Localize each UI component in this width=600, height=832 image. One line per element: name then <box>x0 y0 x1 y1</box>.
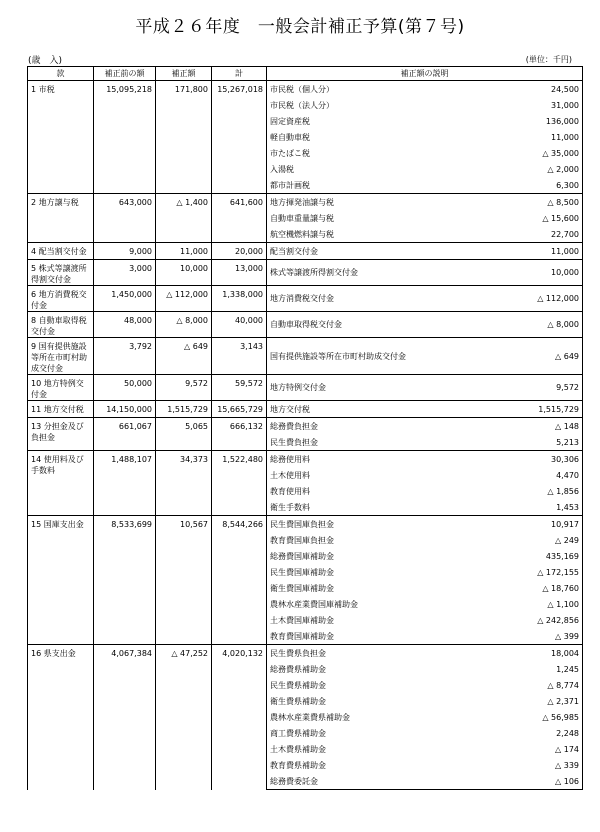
detail-amount-cell: △ 18,760 <box>437 580 583 596</box>
total-amount-cell: 666,132 <box>212 418 267 451</box>
table-row <box>28 401 583 418</box>
before-amount-cell: 15,095,218 <box>94 81 156 194</box>
header-item: 款 <box>28 67 94 81</box>
detail-amount-cell: △ 106 <box>437 773 583 790</box>
before-amount-cell: 3,000 <box>94 260 156 286</box>
detail-amount-cell: 4,470 <box>437 467 583 483</box>
item-cell: 10 地方特例交付金 <box>28 375 94 401</box>
total-amount-cell: 40,000 <box>212 312 267 338</box>
detail-amount-cell: 11,000 <box>437 243 583 260</box>
detail-name-cell: 国有提供施設等所在市町村助成交付金 <box>267 338 437 375</box>
total-amount-cell: 1,522,480 <box>212 451 267 516</box>
detail-name-cell: 総務費委託金 <box>267 773 437 790</box>
table-row <box>28 516 583 533</box>
detail-name-cell: 地方特例交付金 <box>267 375 437 401</box>
detail-name-cell: 市たばこ税 <box>267 145 437 161</box>
detail-amount-cell: 22,700 <box>437 226 583 243</box>
table-header-row <box>28 67 583 81</box>
detail-amount-cell: 2,248 <box>437 725 583 741</box>
detail-amount-cell: 10,917 <box>437 516 583 533</box>
change-amount-cell: △ 1,400 <box>156 194 212 243</box>
detail-name-cell: 民生費県補助金 <box>267 677 437 693</box>
detail-name-cell: 総務費県補助金 <box>267 661 437 677</box>
table-row <box>28 194 583 211</box>
total-amount-cell: 20,000 <box>212 243 267 260</box>
table-row <box>28 451 583 468</box>
detail-amount-cell: △ 649 <box>437 338 583 375</box>
detail-name-cell: 航空機燃料譲与税 <box>267 226 437 243</box>
document-title: 平成２６年度 一般会計補正予算(第７号) <box>135 17 465 37</box>
table-row <box>28 81 583 98</box>
total-amount-cell: 59,572 <box>212 375 267 401</box>
change-amount-cell: 9,572 <box>156 375 212 401</box>
detail-amount-cell: 1,515,729 <box>437 401 583 418</box>
detail-name-cell: 衛生手数料 <box>267 499 437 516</box>
before-amount-cell: 9,000 <box>94 243 156 260</box>
detail-name-cell: 総務使用料 <box>267 451 437 468</box>
detail-name-cell: 軽自動車税 <box>267 129 437 145</box>
header-before: 補正前の額 <box>94 67 156 81</box>
detail-name-cell: 衛生費国庫補助金 <box>267 580 437 596</box>
detail-name-cell: 株式等譲渡所得割交付金 <box>267 260 437 286</box>
detail-name-cell: 商工費県補助金 <box>267 725 437 741</box>
detail-amount-cell: △ 2,371 <box>437 693 583 709</box>
unit-label: (単位：千円) <box>525 55 572 64</box>
detail-name-cell: 入湯税 <box>267 161 437 177</box>
before-amount-cell: 8,533,699 <box>94 516 156 645</box>
detail-name-cell: 配当割交付金 <box>267 243 437 260</box>
detail-amount-cell: △ 8,500 <box>437 194 583 211</box>
detail-amount-cell: △ 56,985 <box>437 709 583 725</box>
change-amount-cell: 10,567 <box>156 516 212 645</box>
detail-amount-cell: △ 35,000 <box>437 145 583 161</box>
table-body <box>28 81 583 790</box>
total-amount-cell: 4,020,132 <box>212 645 267 790</box>
total-amount-cell: 13,000 <box>212 260 267 286</box>
detail-amount-cell: 435,169 <box>437 548 583 564</box>
item-cell: 13 分担金及び負担金 <box>28 418 94 451</box>
detail-amount-cell: △ 174 <box>437 741 583 757</box>
table-row <box>28 645 583 662</box>
budget-table <box>27 66 583 790</box>
detail-name-cell: 地方消費税交付金 <box>267 286 437 312</box>
detail-amount-cell: 5,213 <box>437 434 583 451</box>
detail-name-cell: 衛生費県補助金 <box>267 693 437 709</box>
detail-amount-cell: 136,000 <box>437 113 583 129</box>
detail-amount-cell: 30,306 <box>437 451 583 468</box>
detail-amount-cell: 10,000 <box>437 260 583 286</box>
header-change: 補正額 <box>156 67 212 81</box>
table-row <box>28 338 583 375</box>
table-row <box>28 243 583 260</box>
detail-name-cell: 教育費国庫負担金 <box>267 532 437 548</box>
table-row <box>28 418 583 435</box>
detail-amount-cell: 11,000 <box>437 129 583 145</box>
detail-amount-cell: △ 249 <box>437 532 583 548</box>
detail-name-cell: 民生費負担金 <box>267 434 437 451</box>
detail-name-cell: 地方揮発油譲与税 <box>267 194 437 211</box>
before-amount-cell: 48,000 <box>94 312 156 338</box>
detail-amount-cell: △ 242,856 <box>437 612 583 628</box>
detail-amount-cell: 24,500 <box>437 81 583 98</box>
detail-name-cell: 民生費国庫補助金 <box>267 564 437 580</box>
table-row <box>28 260 583 286</box>
detail-amount-cell: △ 399 <box>437 628 583 645</box>
detail-amount-cell: △ 2,000 <box>437 161 583 177</box>
detail-amount-cell: △ 339 <box>437 757 583 773</box>
item-cell: 2 地方譲与税 <box>28 194 94 243</box>
detail-name-cell: 土木使用料 <box>267 467 437 483</box>
change-amount-cell: 11,000 <box>156 243 212 260</box>
total-amount-cell: 15,267,018 <box>212 81 267 194</box>
detail-name-cell: 教育費県補助金 <box>267 757 437 773</box>
change-amount-cell: △ 649 <box>156 338 212 375</box>
change-amount-cell: 34,373 <box>156 451 212 516</box>
detail-name-cell: 総務費国庫補助金 <box>267 548 437 564</box>
total-amount-cell: 15,665,729 <box>212 401 267 418</box>
detail-amount-cell: 6,300 <box>437 177 583 194</box>
header-explanation: 補正額の説明 <box>267 67 583 81</box>
detail-name-cell: 土木費国庫補助金 <box>267 612 437 628</box>
change-amount-cell: 10,000 <box>156 260 212 286</box>
detail-amount-cell: △ 1,100 <box>437 596 583 612</box>
before-amount-cell: 4,067,384 <box>94 645 156 790</box>
table-row <box>28 312 583 338</box>
before-amount-cell: 1,450,000 <box>94 286 156 312</box>
detail-name-cell: 民生費県負担金 <box>267 645 437 662</box>
before-amount-cell: 1,488,107 <box>94 451 156 516</box>
detail-amount-cell: 18,004 <box>437 645 583 662</box>
detail-name-cell: 土木費県補助金 <box>267 741 437 757</box>
before-amount-cell: 14,150,000 <box>94 401 156 418</box>
item-cell: 5 株式等譲渡所得割交付金 <box>28 260 94 286</box>
detail-name-cell: 固定資産税 <box>267 113 437 129</box>
item-cell: 15 国庫支出金 <box>28 516 94 645</box>
total-amount-cell: 641,600 <box>212 194 267 243</box>
header-total: 計 <box>212 67 267 81</box>
detail-amount-cell: 1,245 <box>437 661 583 677</box>
detail-name-cell: 民生費国庫負担金 <box>267 516 437 533</box>
item-cell: 1 市税 <box>28 81 94 194</box>
item-cell: 4 配当割交付金 <box>28 243 94 260</box>
change-amount-cell: 171,800 <box>156 81 212 194</box>
before-amount-cell: 661,067 <box>94 418 156 451</box>
detail-name-cell: 総務費負担金 <box>267 418 437 435</box>
change-amount-cell: △ 8,000 <box>156 312 212 338</box>
detail-name-cell: 教育費国庫補助金 <box>267 628 437 645</box>
table-row <box>28 286 583 312</box>
detail-name-cell: 都市計画税 <box>267 177 437 194</box>
table-row <box>28 375 583 401</box>
item-cell: 6 地方消費税交付金 <box>28 286 94 312</box>
detail-amount-cell: 9,572 <box>437 375 583 401</box>
item-cell: 11 地方交付税 <box>28 401 94 418</box>
detail-name-cell: 教育使用料 <box>267 483 437 499</box>
detail-amount-cell: △ 172,155 <box>437 564 583 580</box>
change-amount-cell: 5,065 <box>156 418 212 451</box>
detail-name-cell: 市民税（法人分） <box>267 97 437 113</box>
item-cell: 14 使用料及び手数料 <box>28 451 94 516</box>
before-amount-cell: 3,792 <box>94 338 156 375</box>
total-amount-cell: 3,143 <box>212 338 267 375</box>
section-label: (歳 入) <box>28 56 63 66</box>
item-cell: 9 国有提供施設等所在市町村助成交付金 <box>28 338 94 375</box>
detail-amount-cell: △ 8,000 <box>437 312 583 338</box>
detail-name-cell: 農林水産業費県補助金 <box>267 709 437 725</box>
total-amount-cell: 1,338,000 <box>212 286 267 312</box>
detail-name-cell: 農林水産業費国庫補助金 <box>267 596 437 612</box>
change-amount-cell: △ 112,000 <box>156 286 212 312</box>
change-amount-cell: △ 47,252 <box>156 645 212 790</box>
before-amount-cell: 50,000 <box>94 375 156 401</box>
detail-name-cell: 地方交付税 <box>267 401 437 418</box>
detail-amount-cell: 31,000 <box>437 97 583 113</box>
detail-name-cell: 自動車重量譲与税 <box>267 210 437 226</box>
detail-amount-cell: 1,453 <box>437 499 583 516</box>
change-amount-cell: 1,515,729 <box>156 401 212 418</box>
total-amount-cell: 8,544,266 <box>212 516 267 645</box>
detail-amount-cell: △ 15,600 <box>437 210 583 226</box>
detail-name-cell: 自動車取得税交付金 <box>267 312 437 338</box>
detail-name-cell: 市民税（個人分） <box>267 81 437 98</box>
detail-amount-cell: △ 112,000 <box>437 286 583 312</box>
detail-amount-cell: △ 148 <box>437 418 583 435</box>
before-amount-cell: 643,000 <box>94 194 156 243</box>
item-cell: 8 自動車取得税交付金 <box>28 312 94 338</box>
detail-amount-cell: △ 8,774 <box>437 677 583 693</box>
detail-amount-cell: △ 1,856 <box>437 483 583 499</box>
item-cell: 16 県支出金 <box>28 645 94 790</box>
